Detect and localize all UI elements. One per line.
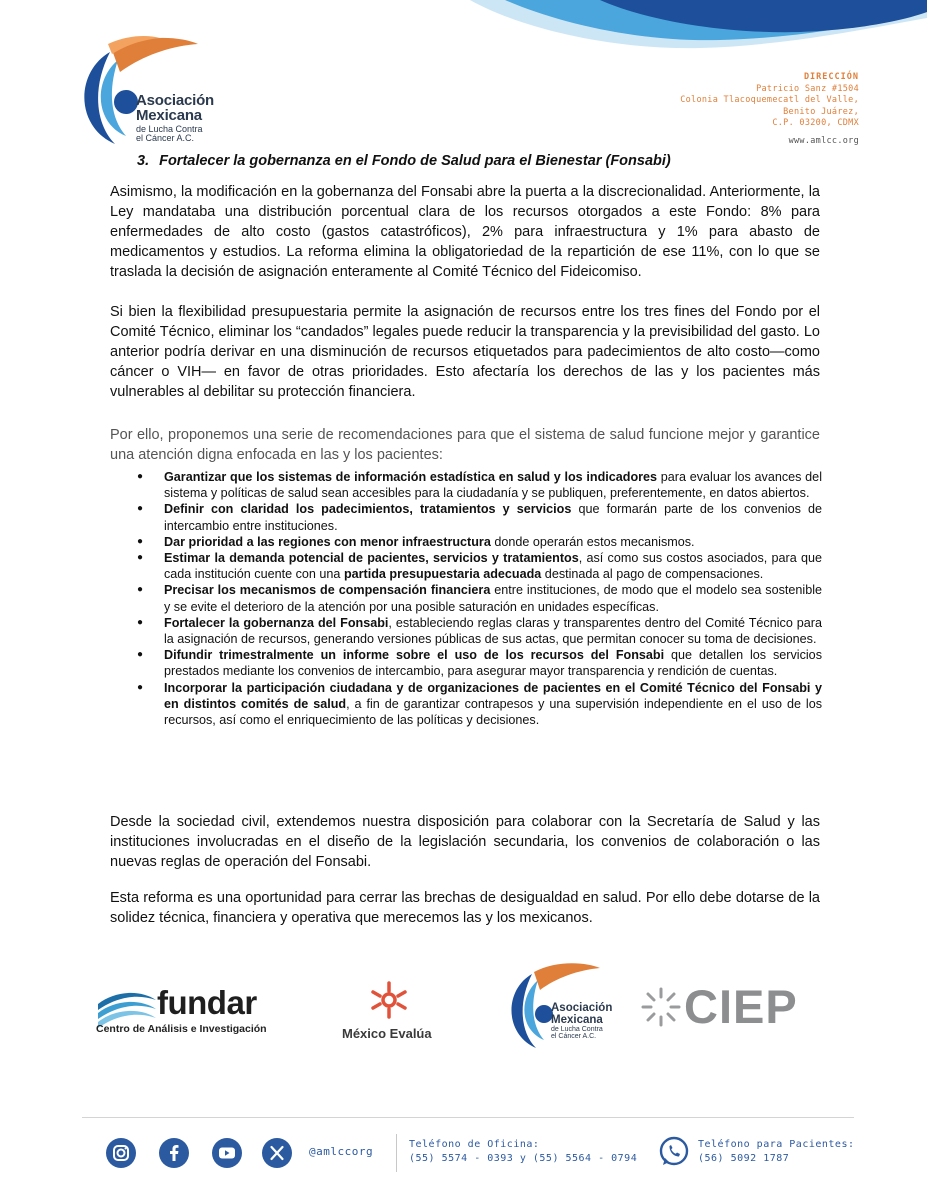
section-heading bbox=[137, 153, 671, 169]
recommendation-text: , a fin de garantizar contrapesos y una supervisión independiente en el uso de los recursos, así como el enriquecimiento de las políticas y decisiones. bbox=[164, 696, 822, 728]
recommendation-item bbox=[110, 647, 822, 679]
address-line-2: Colonia Tlacoquemecatl del Valle, bbox=[680, 95, 859, 105]
recommendation-emphasis: Estimar la demanda potencial de pacientes, servicios y tratamientos bbox=[164, 551, 579, 566]
mexico-evalua-logo-mark bbox=[368, 980, 410, 1020]
bullet-icon: ● bbox=[137, 535, 144, 547]
logo-line-1: Asociación bbox=[136, 92, 215, 109]
bullet-icon: ● bbox=[137, 616, 144, 628]
youtube-icon[interactable] bbox=[212, 1138, 242, 1168]
recommendation-item bbox=[110, 501, 822, 533]
office-phone-label: Teléfono de Oficina: bbox=[409, 1139, 540, 1150]
recommendations-list bbox=[110, 469, 822, 728]
partner-logo-line-1: Asociación bbox=[551, 1002, 613, 1014]
paragraph-civil-society: Desde la sociedad civil, extendemos nuestra disposición para colaborar con la Secretaría de Salud y las instituciones involucradas en el diseño de la legislación secundaria, los convenios de colaboración o las nuevas reglas de operación del Fonsabi. bbox=[110, 814, 820, 870]
recommendation-text: entre instituciones, de modo que el modelo sea sostenible y se evite el deterioro de la atención por una posible saturación en unidades específicas. bbox=[164, 583, 822, 614]
recommendation-text: que formarán parte de los convenios de intercambio entre instituciones. bbox=[164, 502, 822, 533]
bullet-icon: ● bbox=[137, 649, 144, 661]
recommendation-emphasis: Fortalecer la gobernanza del Fonsabi bbox=[164, 615, 389, 630]
address-title: DIRECCIÓN bbox=[803, 72, 859, 82]
mexico-evalua-wordmark: México Evalúa bbox=[342, 1026, 432, 1041]
recommendation-text: , estableciendo reglas claras y transparentes dentro del Comité Técnico para la asignación de recursos, generando versiones públicas de sus actas, que permitan conocer su toma de decisiones. bbox=[164, 615, 822, 647]
recommendation-text: destinada al pago de compensaciones. bbox=[541, 567, 764, 582]
amlcc-partner-logo-text bbox=[551, 1003, 612, 1040]
footer-divider bbox=[82, 1117, 854, 1118]
patients-phone-block bbox=[698, 1138, 855, 1166]
fundar-subtitle: Centro de Análisis e Investigación bbox=[96, 1023, 267, 1035]
website-link[interactable]: www.amlcc.org bbox=[788, 135, 859, 146]
recommendation-text: , así como sus costos asociados, para que cada institución cuente con una bbox=[164, 551, 822, 582]
recommendation-emphasis: Precisar los mecanismos de compensación financiera bbox=[164, 583, 491, 598]
bullet-icon: ● bbox=[137, 503, 144, 515]
address-line-1: Patricio Sanz #1504 bbox=[756, 83, 859, 94]
recommendation-item bbox=[110, 582, 822, 614]
bullet-icon: ● bbox=[137, 471, 144, 482]
social-handle[interactable]: @amlccorg bbox=[309, 1145, 374, 1158]
paragraph-recommendations-intro: Por ello, proponemos una serie de recomendaciones para que el sistema de salud funcione mejor y garantice una atención digna enfocada en las y los pacientes: bbox=[110, 427, 820, 463]
recommendation-item bbox=[110, 534, 822, 550]
ciep-wordmark: CIEP bbox=[684, 980, 798, 1033]
recommendation-text: que detallen los servicios prestados mediante los convenios de intercambio, para asegurar mayor transparencia y rendición de cuentas. bbox=[164, 648, 822, 679]
recommendation-text: para evaluar los avances del sistema y políticas de salud sean accesibles para la ciudadanía y se publiquen, preferentemente, en datos abiertos. bbox=[164, 470, 822, 501]
recommendation-item bbox=[110, 550, 822, 582]
partner-logo-line-4: el Cáncer A.C. bbox=[551, 1033, 597, 1040]
address-block bbox=[680, 72, 859, 147]
recommendation-emphasis: Difundir trimestralmente un informe sobre el uso de los recursos del Fonsabi bbox=[164, 648, 665, 663]
recommendation-emphasis: Definir con claridad los padecimientos, tratamientos y servicios bbox=[164, 502, 572, 517]
section-number: 3. bbox=[137, 153, 150, 169]
section-title: Fortalecer la gobernanza en el Fondo de Salud para el Bienestar (Fonsabi) bbox=[159, 153, 671, 169]
office-phone-block bbox=[409, 1138, 637, 1166]
partner-logo-line-2: Mexicana bbox=[551, 1013, 603, 1026]
recommendation-emphasis: Garantizar que los sistemas de información estadística en salud y los indicadores bbox=[164, 470, 658, 484]
address-line-4: C.P. 03200, CDMX bbox=[772, 118, 859, 128]
logo-line-4: el Cáncer A.C. bbox=[136, 133, 195, 143]
instagram-icon[interactable] bbox=[106, 1138, 136, 1168]
footer-separator bbox=[396, 1134, 397, 1172]
patients-phone-number[interactable]: (56) 5092 1787 bbox=[698, 1153, 790, 1164]
bullet-icon: ● bbox=[137, 552, 144, 564]
facebook-icon[interactable] bbox=[159, 1138, 189, 1168]
partner-logo-line-3: de Lucha Contra bbox=[551, 1026, 603, 1033]
ciep-logo-mark bbox=[640, 986, 682, 1028]
recommendation-item bbox=[110, 680, 822, 729]
logo-line-2: Mexicana bbox=[136, 107, 202, 124]
recommendation-item bbox=[110, 469, 822, 501]
recommendation-text: donde operarán estos mecanismos. bbox=[490, 534, 695, 549]
logo-line-3: de Lucha Contra bbox=[136, 124, 203, 134]
whatsapp-icon[interactable] bbox=[657, 1135, 691, 1169]
recommendation-emphasis: Dar prioridad a las regiones con menor infraestructura bbox=[164, 534, 491, 549]
recommendation-emphasis: Incorporar la participación ciudadana y de organizaciones de pacientes en el Comité Técnico del Fonsabi y en distintos comités de salud bbox=[164, 680, 822, 711]
paragraph-closing: Esta reforma es una oportunidad para cerrar las brechas de desigualdad en salud. Por ello debe dotarse de la solidez técnica, financiera y operativa que merecemos las y los mexicanos. bbox=[110, 890, 820, 926]
bullet-icon: ● bbox=[137, 681, 144, 693]
recommendation-item bbox=[110, 615, 822, 647]
paragraph-governance: Asimismo, la modificación en la gobernanza del Fonsabi abre la puerta a la discrecionalidad. Anteriormente, la Ley mandataba una distribución porcentual clara de los recursos otorgados a este Fondo: 8% para enfermedades de alto costo (gastos catastróficos), 2% para infraestructura y 1% para abasto de medicamentos y estudios. La reforma elimina la obligatoriedad de la repartición de ese 11%, con lo que se traslada la decisión de asignación enteramente al Comité Técnico del Fideicomiso. bbox=[110, 184, 820, 280]
bullet-icon: ● bbox=[137, 584, 144, 596]
fundar-wordmark: fundar bbox=[157, 984, 257, 1021]
address-line-3: Benito Juárez, bbox=[783, 106, 859, 117]
paragraph-flexibility: Si bien la flexibilidad presupuestaria permite la asignación de recursos entre los tres fines del Fondo por el Comité Técnico, eliminar los “candados” legales puede reducir la transparencia y la previsibilidad del gasto. Lo anterior podría derivar en una disminución de recursos etiquetados para padecimientos de alto costo—como cáncer o VIH— en favor de otras prioridades. Esto afectaría los derechos de las y los pacientes más vulnerables al debilitar su protección financiera. bbox=[110, 304, 820, 400]
recommendation-emphasis: partida presupuestaria adecuada bbox=[343, 567, 542, 582]
amlcc-logo-text bbox=[136, 93, 214, 143]
office-phone-numbers[interactable]: (55) 5574 - 0393 y (55) 5564 - 0794 bbox=[409, 1153, 638, 1164]
x-icon[interactable] bbox=[262, 1138, 292, 1168]
patients-phone-label: Teléfono para Pacientes: bbox=[698, 1139, 855, 1150]
